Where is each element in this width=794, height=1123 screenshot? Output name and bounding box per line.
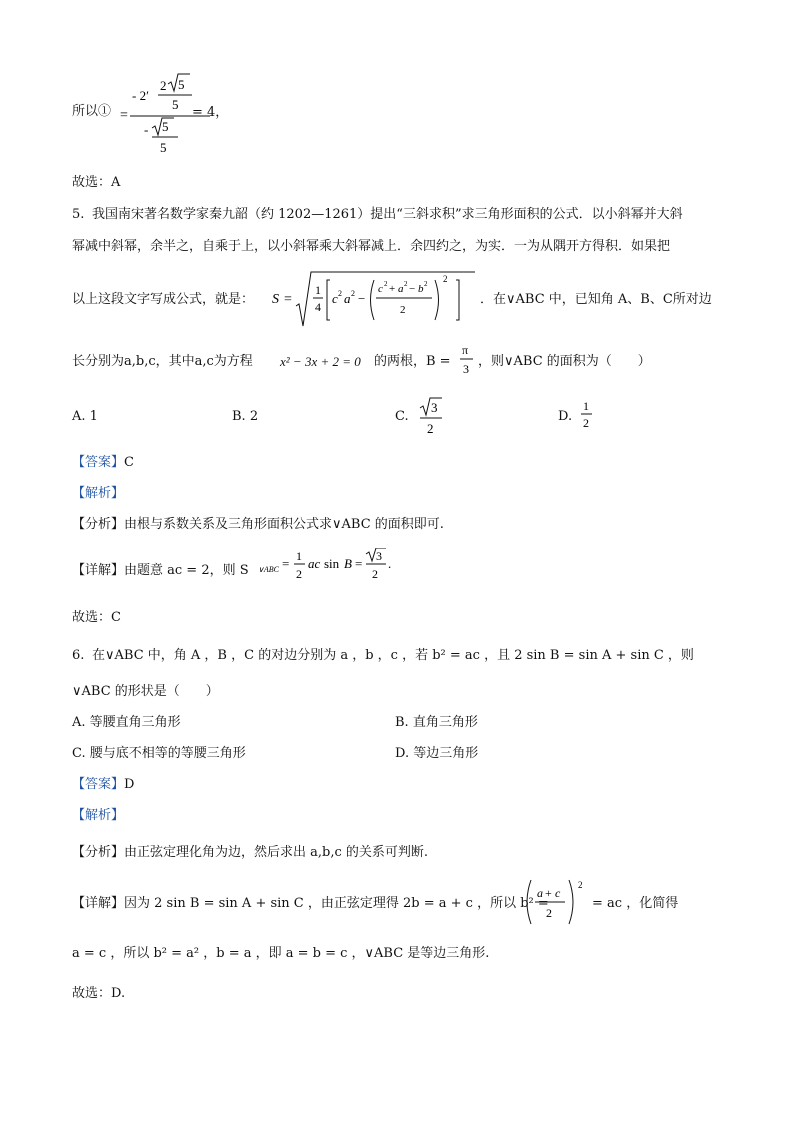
svg-text:2: 2 <box>424 280 428 288</box>
svg-text:c: c <box>378 283 383 295</box>
svg-text:5: 5 <box>172 97 179 112</box>
top-prefix: 所以① <box>72 104 112 119</box>
q6-detail-fraction <box>523 878 589 928</box>
svg-text:2: 2 <box>546 906 552 920</box>
q5-option-d-value <box>580 398 594 430</box>
q5-detail-label: 【详解】 <box>72 563 125 578</box>
q6-detail-text-a: 因为 2 sin B = sin A + sin C ，由正弦定理得 2b = a + c ，所以 b² = <box>124 896 549 911</box>
svg-text:- 2′: - 2′ <box>132 88 149 103</box>
svg-text:.: . <box>388 556 392 571</box>
q5-line3-prefix: 以上这段文字写成公式，就是： <box>72 292 255 307</box>
svg-text:π: π <box>462 343 469 357</box>
q6-option-d: D. 等边三角形 <box>395 746 479 761</box>
svg-text:+: + <box>389 283 396 295</box>
q5-detail-formula <box>258 548 408 588</box>
q5-detail-text: 由题意 ac = 2，则 S <box>124 563 249 578</box>
svg-text:5: 5 <box>162 119 169 134</box>
svg-text:c: c <box>555 886 561 900</box>
q6-option-c: C. 腰与底不相等的等腰三角形 <box>72 746 246 761</box>
svg-text:2: 2 <box>427 421 434 436</box>
q5-line2: 幂减中斜幂，余半之，自乘于上，以小斜幂乘大斜幂减上．余四约之，为实．一为从隅开方得积．如果把 <box>72 239 671 254</box>
svg-text:1: 1 <box>296 549 302 563</box>
svg-text:a: a <box>398 283 404 295</box>
svg-text:1: 1 <box>315 283 321 297</box>
svg-text:S: S <box>272 292 279 307</box>
top-result: = 4， <box>192 105 229 120</box>
q6-fenxi-label: 【分析】 <box>72 845 125 860</box>
q6-detail-line1 <box>72 897 549 910</box>
q6-detail-text-b: = ac ，化简得 <box>592 896 679 911</box>
q5-answer-value: C <box>124 455 134 470</box>
q6-line2: ∨ABC 的形状是（ ） <box>72 684 219 699</box>
q6-analysis-label: 【解析】 <box>72 808 125 823</box>
q5-answer <box>72 456 134 469</box>
svg-text:c: c <box>332 291 338 306</box>
svg-text:2: 2 <box>160 78 167 93</box>
svg-text:2: 2 <box>338 289 342 298</box>
q5-option-c-value <box>418 396 448 436</box>
svg-text:sin: sin <box>324 556 340 571</box>
q5-line4-equation: x² − 3x + 2 = 0 <box>280 354 361 369</box>
q6-fenxi-text: 由正弦定理化角为边，然后求出 a,b,c 的关系可判断. <box>124 845 429 860</box>
svg-text:b: b <box>418 283 424 295</box>
svg-text:3: 3 <box>463 362 469 376</box>
svg-text:2: 2 <box>578 880 583 890</box>
q5-option-a: A. 1 <box>72 409 98 424</box>
heron-formula <box>270 270 480 330</box>
q5-option-d-label: D. <box>558 409 573 424</box>
q5-detail <box>72 564 249 577</box>
svg-text:2: 2 <box>384 280 388 288</box>
svg-text:∨ABC: ∨ABC <box>258 565 279 574</box>
q5-fenxi <box>72 518 444 531</box>
q5-number: 5. <box>72 207 85 222</box>
q5-fenxi-text: 由根与系数关系及三角形面积公式求∨ABC 的面积即可. <box>124 517 444 532</box>
svg-text:4: 4 <box>315 300 321 314</box>
svg-text:5: 5 <box>178 77 185 92</box>
svg-text:ac: ac <box>308 556 321 571</box>
q6-detail-line2: a = c ，所以 b² = a² ，b = a ，即 a = b = c ，∨ABC 是等边三角形. <box>72 946 490 961</box>
q6-answer <box>72 778 134 791</box>
svg-text:2: 2 <box>296 567 302 581</box>
q6-number: 6. <box>72 648 85 663</box>
svg-text:=: = <box>282 556 290 571</box>
svg-text:2: 2 <box>404 280 408 288</box>
q5-line1: 我国南宋著名数学家秦九韶（约 1202—1261）提出“三斜求积”求三角形面积的公式．以小斜幂并大斜 <box>92 207 683 222</box>
svg-text:2: 2 <box>400 304 406 316</box>
svg-text:3: 3 <box>376 549 382 563</box>
q5-line4-mid: 的两根，B = <box>374 354 451 369</box>
q5-line4-suffix: ，则∨ABC 的面积为（ ） <box>478 354 651 369</box>
q6-option-b: B. 直角三角形 <box>395 715 478 730</box>
choose-a: 故选：A <box>72 175 121 190</box>
q5-option-b: B. 2 <box>232 409 259 424</box>
svg-text:=: = <box>355 556 363 571</box>
svg-text:=: = <box>120 108 128 123</box>
q5-option-c-label: C. <box>395 409 409 424</box>
svg-text:−: − <box>409 283 416 295</box>
svg-text:3: 3 <box>431 400 438 415</box>
svg-text:2: 2 <box>443 274 448 284</box>
pi-over-3-fraction <box>460 342 474 378</box>
svg-text:2: 2 <box>372 567 378 581</box>
q6-choose: 故选：D. <box>72 986 126 1001</box>
svg-text:−: − <box>358 291 366 306</box>
q6-answer-value: D <box>124 777 135 792</box>
q5-fenxi-label: 【分析】 <box>72 517 125 532</box>
svg-text:5: 5 <box>160 140 167 155</box>
svg-text:=: = <box>284 292 292 307</box>
q5-line4-prefix: 长分别为a,b,c，其中a,c为方程 <box>72 354 253 369</box>
svg-text:+: + <box>545 886 552 900</box>
q6-fenxi <box>72 846 428 859</box>
svg-text:-: - <box>144 122 149 137</box>
svg-text:a: a <box>344 291 351 306</box>
q6-answer-label: 【答案】 <box>72 777 125 792</box>
svg-text:B: B <box>344 556 352 571</box>
svg-text:2: 2 <box>351 289 355 298</box>
svg-text:a: a <box>537 886 543 900</box>
q5-analysis-label: 【解析】 <box>72 486 125 501</box>
q5-answer-label: 【答案】 <box>72 455 125 470</box>
q5-line3-suffix: ．在∨ABC 中，已知角 A、B、C所对边 <box>480 292 712 307</box>
svg-text:1: 1 <box>583 399 589 413</box>
svg-text:2: 2 <box>583 416 589 430</box>
q6-line1: 在∨ABC 中，角 A ，B ，C 的对边分别为 a ，b ，c ，若 b² = ac ，且 2 sin B = sin A + sin C ，则 <box>92 648 694 663</box>
q6-detail-label: 【详解】 <box>72 896 125 911</box>
q5-choose: 故选：C <box>72 610 121 625</box>
q6-option-a: A. 等腰直角三角形 <box>72 715 181 730</box>
